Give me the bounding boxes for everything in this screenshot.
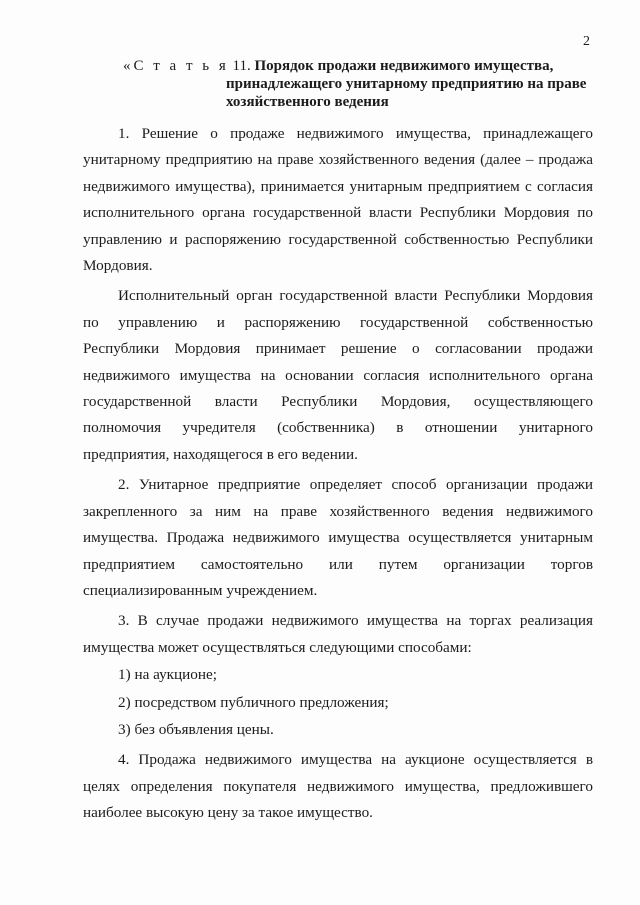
list-item-auction: 1) на аукционе; [118,666,217,684]
paragraph-3: 2. Унитарное предприятие определяет способ организации продажи закрепленного за ним на праве хозяйственного ведения недвижимого имущества. Продажа недвижимого имущества осуществляется унитарным предприятием самостоятельно или путем организации торгов специализированным учреждением. [83,476,593,599]
article-title-line-3: хозяйственного ведения [226,94,389,110]
list-item-public-offer: 2) посредством публичного предложения; [118,693,389,711]
paragraph-5: 4. Продажа недвижимого имущества на аукционе осуществляется в целях определения покупателя недвижимого имущества, предложившего наиболее высокую цену за такое имущество. [83,751,593,822]
list-item-no-price: 3) без объявления цены. [118,720,274,738]
paragraph-2: Исполнительный орган государственной власти Республики Мордовия по управлению и распоряжению государственной собственностью Республики Мордовия принимает решение о согласовании продажи недвижимого имущества на основании согласия исполнительного органа государственной власти Республики Мордовия, осуществляющего полномочия учредителя (собственника) в отношении унитарного предприятия, находящегося в его ведении. [83,287,593,463]
article-title-line-1: Порядок продажи недвижимого имущества, [254,58,554,74]
paragraph-1: 1. Решение о продаже недвижимого имущества, принадлежащего унитарному предприятию на праве хозяйственного ведения (далее – продажа недвижимого имущества), принимается унитарным предприятием с согласия исполнительного органа государственной власти Республики Мордовия по управлению и распоряжению государственной собственностью Республики Мордовия. [83,125,593,275]
article-title-line-2: принадлежащего унитарному предприятию на праве [226,76,587,92]
article-number: 11. [232,58,251,74]
page-number: 2 [583,34,590,49]
article-body [83,118,593,827]
paragraph-4: 3. В случае продажи недвижимого имущества на торгах реализация имущества может осуществляться следующими способами: [83,612,593,656]
article-label: «С т а т ь я [123,58,229,74]
article-heading [123,57,603,111]
